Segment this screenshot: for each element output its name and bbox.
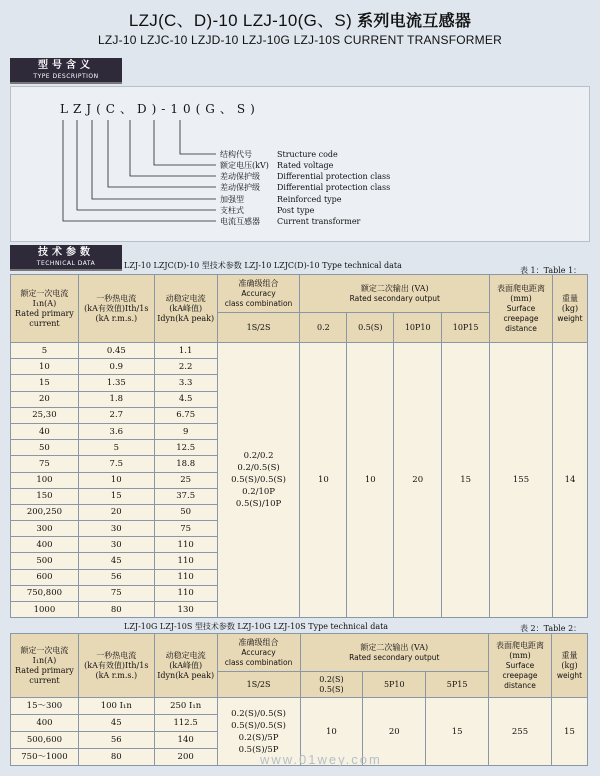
meaning-en: Differential protection class <box>277 183 391 192</box>
meaning-en: Rated voltage <box>277 161 334 170</box>
meaning-en: Reinforced type <box>277 195 342 204</box>
h2-out-cn: 额定二次输出 (VA) <box>360 642 429 652</box>
accuracy-combination: 0.5(S)/0.5(S) <box>231 720 286 731</box>
cell-thermal-current: 1.35 <box>78 375 154 391</box>
cell-weight: 15 <box>551 698 587 766</box>
meaning-cn: 加强型 <box>220 195 244 204</box>
cell-output: 10 <box>300 343 347 618</box>
cell-output: 10 <box>300 698 363 766</box>
table-row <box>11 343 588 359</box>
type-header-cn: 型号含义 <box>38 60 94 71</box>
model-code: LZJ(C、D)-10(G、S) <box>60 102 260 116</box>
meaning-en: Structure code <box>277 150 338 159</box>
cell-thermal-current: 15 <box>78 488 154 504</box>
cell-thermal-current: 45 <box>78 715 154 732</box>
accuracy-combination: 0.5(S)/10P <box>235 499 282 510</box>
cell-dynamic-current: 9 <box>154 423 217 439</box>
h-dy-unit: (kA峰值) <box>169 303 203 313</box>
h2-acc-en1: Accuracy <box>241 647 276 657</box>
accuracy-combination: 0.2(S)/0.5(S) <box>231 708 286 719</box>
cell-dynamic-current: 110 <box>154 585 217 601</box>
h2-cr-en1: Surface <box>505 660 535 670</box>
cell-rated-current: 1000 <box>11 602 79 618</box>
cell-dynamic-current: 1.1 <box>154 343 217 359</box>
t2-header-accuracy <box>217 634 300 672</box>
accuracy-combination: 0.2/0.5(S) <box>237 463 280 474</box>
accuracy-combination: 0.5(S)/0.5(S) <box>231 475 286 486</box>
cell-rated-current: 400 <box>11 715 79 732</box>
type-description-header <box>10 58 122 84</box>
cell-rated-current: 5 <box>11 343 79 359</box>
t1-header-rated-current <box>11 275 79 343</box>
cell-output: 10 <box>347 343 394 618</box>
accuracy-combination: 0.2/0.2 <box>243 451 274 462</box>
h2-th-cn: 一秒热电流 <box>96 650 137 660</box>
title-chinese: 系列电流互感器 <box>357 11 472 30</box>
t1-sub-acc: 1S/2S <box>217 313 300 343</box>
h-cr-cn: 表面爬电距离 <box>497 283 545 293</box>
t1-sub-out-1: 0.5(S) <box>347 313 394 343</box>
h-out-en: Rated secondary output <box>349 293 440 303</box>
tech-header-en: TECHNICAL DATA <box>36 260 96 267</box>
cell-creepage: 255 <box>489 698 552 766</box>
h-cr-en2: creepage <box>503 313 539 323</box>
t2-header-dynamic <box>154 634 217 698</box>
meaning-en: Differential protection class <box>277 172 391 181</box>
meaning-cn: 支柱式 <box>220 206 244 215</box>
cell-dynamic-current: 110 <box>154 537 217 553</box>
t1-header-accuracy <box>217 275 300 313</box>
cell-thermal-current: 80 <box>78 749 154 766</box>
cell-dynamic-current: 18.8 <box>154 456 217 472</box>
cell-output: 15 <box>442 343 490 618</box>
t1-header-creepage <box>490 275 553 343</box>
h2-out-en: Rated secondary output <box>349 652 440 662</box>
cell-dynamic-current: 75 <box>154 521 217 537</box>
cell-thermal-current: 45 <box>78 553 154 569</box>
cell-rated-current: 150 <box>11 488 79 504</box>
h-wt-cn: 重量 <box>561 293 578 303</box>
h2-th-en: (kA r.m.s.) <box>95 670 138 680</box>
watermark: www.01wey.com <box>260 752 382 767</box>
cell-thermal-current: 30 <box>78 521 154 537</box>
t2-header-thermal <box>78 634 154 698</box>
t2-sub-acc: 1S/2S <box>217 672 300 698</box>
h2-wt-cn: 重量 <box>561 650 578 660</box>
cell-accuracy-combinations <box>217 343 300 618</box>
t1-header-thermal <box>78 275 154 343</box>
cell-weight: 14 <box>552 343 587 618</box>
cell-thermal-current: 56 <box>78 732 154 749</box>
cell-dynamic-current: 112.5 <box>154 715 217 732</box>
cell-output: 15 <box>426 698 489 766</box>
table-1 <box>10 274 588 618</box>
table2-label: 表 2：Table 2： <box>520 624 582 633</box>
table1-caption: LZJ-10 LZJC(D)-10 型技术参数 LZJ-10 LZJC(D)-10 Type technical data <box>124 261 402 270</box>
cell-thermal-current: 7.5 <box>78 456 154 472</box>
h2-th-unit: (kA有效值)Ith/1s <box>84 660 149 670</box>
cell-dynamic-current: 50 <box>154 504 217 520</box>
meaning-cn: 结构代号 <box>220 150 252 159</box>
h2-rc-en2: current <box>29 675 60 685</box>
cell-rated-current: 500 <box>11 553 79 569</box>
technical-data-header <box>10 245 122 271</box>
cell-thermal-current: 75 <box>78 585 154 601</box>
h2-dy-en: Idyn(kA peak) <box>157 670 215 680</box>
cell-dynamic-current: 130 <box>154 602 217 618</box>
h2-rc-en1: Rated primary <box>15 665 74 675</box>
h-wt-en: weight <box>557 313 583 323</box>
h-acc-cn: 准确级组合 <box>238 278 279 288</box>
cell-rated-current: 750～1000 <box>11 749 79 766</box>
t1-header-weight <box>552 275 587 343</box>
t2-header-output <box>300 634 489 672</box>
t1-sub-out-3: 10P15 <box>442 313 490 343</box>
title-model-codes: LZJ(C、D)-10 LZJ-10(G、S) <box>128 11 353 30</box>
cell-rated-current: 40 <box>11 423 79 439</box>
cell-thermal-current: 80 <box>78 602 154 618</box>
t1-header-dynamic <box>154 275 217 343</box>
h2-dy-cn: 动稳定电流 <box>165 650 206 660</box>
page-subtitle: LZJ-10 LZJC-10 LZJD-10 LZJ-10G LZJ-10S CURRENT TRANSFORMER <box>98 33 502 47</box>
cell-thermal-current: 0.45 <box>78 343 154 359</box>
cell-thermal-current: 56 <box>78 569 154 585</box>
cell-dynamic-current: 110 <box>154 569 217 585</box>
h-th-unit: (kA有效值)Ith/1s <box>84 303 149 313</box>
cell-rated-current: 400 <box>11 537 79 553</box>
table1-label: 表 1：Table 1： <box>520 266 582 275</box>
cell-rated-current: 200,250 <box>11 504 79 520</box>
cell-dynamic-current: 12.5 <box>154 440 217 456</box>
h-rc-en1: Rated primary <box>15 308 74 318</box>
t2-sub-out-2: 5P15 <box>426 672 489 698</box>
cell-thermal-current: 30 <box>78 537 154 553</box>
cell-rated-current: 20 <box>11 391 79 407</box>
t2-header-rated-current <box>11 634 79 698</box>
accuracy-combination: 0.2(S)/5P <box>238 732 279 743</box>
meaning-en: Post type <box>277 206 315 215</box>
cell-thermal-current: 1.8 <box>78 391 154 407</box>
cell-dynamic-current: 4.5 <box>154 391 217 407</box>
cell-thermal-current: 5 <box>78 440 154 456</box>
h-cr-en3: distance <box>505 323 537 333</box>
h2-cr-unit: (mm) <box>509 650 531 660</box>
t2-header-creepage <box>489 634 552 698</box>
cell-output: 20 <box>394 343 442 618</box>
cell-dynamic-current: 110 <box>154 553 217 569</box>
meaning-cn: 额定电压(kV) <box>220 161 269 170</box>
type-header-en: TYPE DESCRIPTION <box>33 73 99 80</box>
h2-wt-unit: (kg) <box>561 660 578 670</box>
h-rc-cn: 额定一次电流 <box>20 288 69 298</box>
cell-rated-current: 10 <box>11 359 79 375</box>
h-acc-en1: Accuracy <box>241 288 276 298</box>
accuracy-combination: 0.2/10P <box>242 487 275 498</box>
cell-dynamic-current: 200 <box>154 749 217 766</box>
h-rc-en2: current <box>29 318 60 328</box>
cell-dynamic-current: 37.5 <box>154 488 217 504</box>
h-rc-sym: I₁n(A) <box>32 298 57 308</box>
table2-caption: LZJ-10G LZJ-10S 型技术参数 LZJ-10G LZJ-10S Type technical data <box>124 622 389 631</box>
h-th-en: (kA r.m.s.) <box>95 313 138 323</box>
h2-cr-en3: distance <box>504 680 536 690</box>
meaning-cn: 差动保护级 <box>220 172 260 181</box>
cell-thermal-current: 2.7 <box>78 407 154 423</box>
cell-rated-current: 500,600 <box>11 732 79 749</box>
cell-output: 20 <box>363 698 426 766</box>
cell-rated-current: 750,800 <box>11 585 79 601</box>
h-wt-unit: (kg) <box>561 303 579 313</box>
h2-rc-sym: I₁n(A) <box>32 655 57 665</box>
t1-sub-out-0: 0.2 <box>300 313 347 343</box>
cell-creepage: 155 <box>490 343 553 618</box>
h2-rc-cn: 额定一次电流 <box>20 645 69 655</box>
h-dy-cn: 动稳定电流 <box>165 293 206 303</box>
cell-rated-current: 100 <box>11 472 79 488</box>
t2-sub-out-0: 0.2(S) 0.5(S) <box>300 672 363 698</box>
cell-rated-current: 25,30 <box>11 407 79 423</box>
cell-thermal-current: 20 <box>78 504 154 520</box>
t1-sub-out-2: 10P10 <box>394 313 442 343</box>
cell-thermal-current: 100 I₁n <box>78 698 154 715</box>
t2-sub-out-1: 5P10 <box>363 672 426 698</box>
cell-thermal-current: 0.9 <box>78 359 154 375</box>
cell-dynamic-current: 2.2 <box>154 359 217 375</box>
h2-cr-cn: 表面爬电距离 <box>495 640 544 650</box>
h-out-cn: 额定二次输出 (VA) <box>360 283 429 293</box>
h-cr-en1: Surface <box>506 303 536 313</box>
cell-rated-current: 600 <box>11 569 79 585</box>
meaning-cn: 电流互感器 <box>220 217 260 226</box>
accuracy-combination: 0.5(S)/5P <box>238 744 279 755</box>
cell-dynamic-current: 3.3 <box>154 375 217 391</box>
table-row <box>11 698 588 715</box>
h2-cr-en2: creepage <box>502 670 538 680</box>
meaning-en: Current transformer <box>277 217 361 226</box>
cell-dynamic-current: 6.75 <box>154 407 217 423</box>
tech-header-cn: 技术参数 <box>38 247 94 258</box>
h2-acc-en2: class combination <box>224 657 293 667</box>
h2-wt-en: weight <box>556 670 583 680</box>
cell-rated-current: 50 <box>11 440 79 456</box>
cell-dynamic-current: 25 <box>154 472 217 488</box>
cell-thermal-current: 10 <box>78 472 154 488</box>
h2-acc-cn: 准确级组合 <box>238 637 279 647</box>
h-dy-en: Idyn(kA peak) <box>157 313 215 323</box>
h-cr-unit: (mm) <box>510 293 532 303</box>
cell-rated-current: 15 <box>11 375 79 391</box>
cell-rated-current: 75 <box>11 456 79 472</box>
h2-dy-unit: (kA峰值) <box>169 660 203 670</box>
meaning-cn: 差动保护级 <box>220 183 260 192</box>
h-acc-en2: class combination <box>224 298 293 308</box>
page-title <box>0 6 600 31</box>
cell-dynamic-current: 140 <box>154 732 217 749</box>
t1-header-output <box>300 275 490 313</box>
table-2 <box>10 633 588 766</box>
cell-rated-current: 300 <box>11 521 79 537</box>
cell-thermal-current: 3.6 <box>78 423 154 439</box>
h-th-cn: 一秒热电流 <box>96 293 137 303</box>
cell-rated-current: 15～300 <box>11 698 79 715</box>
table-1-body <box>11 343 588 618</box>
t2-header-weight <box>551 634 587 698</box>
cell-dynamic-current: 250 I₁n <box>154 698 217 715</box>
